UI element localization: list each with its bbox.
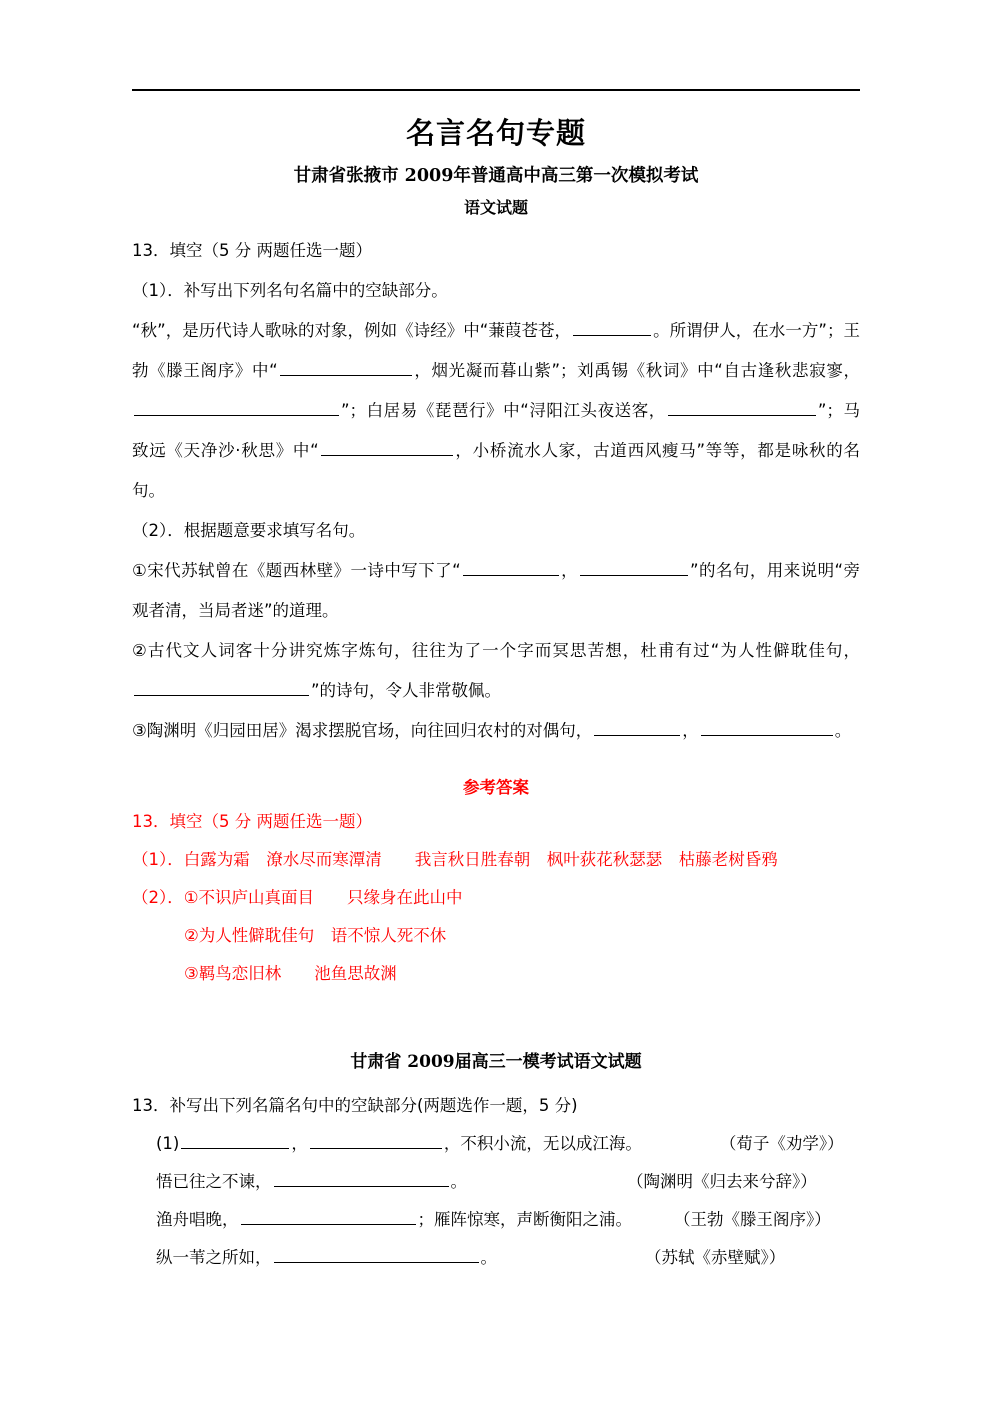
row-citation: （苏轼《赤壁赋》） [645, 1247, 786, 1267]
row-prefix: (1) [156, 1133, 180, 1153]
answer-line-3: ②为人性僻耽佳句 语不惊人死不休 [184, 925, 447, 945]
row-tail: 。 [480, 1247, 497, 1267]
row-prefix: 渔舟唱晚， [156, 1209, 239, 1229]
answer-blank[interactable] [580, 558, 688, 576]
paragraph-autumn-quotes [132, 311, 860, 511]
item-2-dufu [132, 631, 860, 711]
text-frag: ， [682, 720, 699, 740]
exam-subject-heading: 语文试题 [463, 198, 528, 217]
page-title: 名言名句专题 [405, 116, 586, 150]
section2-row [132, 1201, 860, 1239]
text-frag: ，烟光凝而暮山紫”；刘禹锡《秋词》中“自古逢秋悲寂寥， [413, 360, 860, 380]
section2-question-13: 13．补写出下列名篇名句中的空缺部分(两题选作一题，5 分) [132, 1095, 578, 1115]
answer-blank[interactable] [274, 1169, 449, 1187]
row-mid: ， [291, 1133, 308, 1153]
answer-line-1: （1）．白露为霜 潦水尽而寒潭清 我言秋日胜春朝 枫叶荻花秋瑟瑟 枯藤老树昏鸦 [132, 849, 778, 869]
answer-blank[interactable] [668, 398, 816, 416]
answer-blank[interactable] [181, 1131, 289, 1149]
text-frag: ， [560, 560, 579, 580]
text-frag: ②古代文人词客十分讲究炼字炼句，往往为了一个字而冥思苦想，杜甫有过“为人性僻耽佳句， [132, 640, 860, 660]
answer-blank[interactable] [280, 358, 412, 376]
section2-row [132, 1239, 860, 1277]
row-citation: （陶渊明《归去来兮辞》） [627, 1171, 817, 1191]
answer-blank[interactable] [274, 1245, 479, 1263]
answer-key-heading: 参考答案 [463, 777, 529, 797]
row-tail: 。 [450, 1171, 467, 1191]
answer-blank[interactable] [321, 438, 453, 456]
answer-blank[interactable] [241, 1207, 416, 1225]
text-frag: ③陶渊明《归园田居》渴求摆脱官场，向往回归农村的对偶句， [132, 720, 593, 740]
row-tail: ；雁阵惊寒，声断衡阳之浦。 [417, 1209, 632, 1229]
row-tail: ，不积小流，无以成江海。 [443, 1133, 642, 1153]
text-frag: ”；马致远《天净沙·秋思》中“ [132, 400, 860, 460]
item-3-taoyuanming [132, 711, 860, 751]
answer-line-4: ③羁鸟恋旧林 池鱼思故渊 [184, 963, 397, 983]
answer-blank[interactable] [134, 678, 309, 696]
header-rule [132, 89, 860, 91]
answer-blank[interactable] [134, 398, 339, 416]
answer-blank[interactable] [701, 718, 833, 736]
text-frag: ”的诗句，令人非常敬佩。 [311, 680, 502, 700]
answer-blank[interactable] [573, 318, 651, 336]
answer-blank[interactable] [594, 718, 680, 736]
question-13-heading: 13．填空（5 分 两题任选一题） [132, 240, 372, 260]
section2-row [132, 1163, 860, 1201]
text-frag: ，小桥流水人家，古道西风瘦马”等等，都是咏秋的名句。 [132, 440, 860, 500]
answer-blank[interactable] [463, 558, 559, 576]
answer-line-2: （2）．①不识庐山真面目 只缘身在此山中 [132, 887, 463, 907]
row-prefix: 悟已往之不谏， [156, 1171, 272, 1191]
text-frag: 。 [834, 720, 852, 740]
answer-question-number: 13．填空（5 分 两题任选一题） [132, 811, 372, 831]
section2-row [132, 1125, 860, 1163]
subquestion-2-label: （2）．根据题意要求填写名句。 [132, 520, 366, 540]
subquestion-1-label: （1）．补写出下列名句名篇中的空缺部分。 [132, 280, 448, 300]
text-frag: “秋”，是历代诗人歌咏的对象，例如《诗经》中“蒹葭苍苍， [132, 320, 572, 340]
page-content [132, 0, 860, 1277]
text-frag: ”；白居易《琵琶行》中“浔阳江头夜送客， [341, 400, 666, 420]
text-frag: ”的名句，用来说明“旁观者清，当局者迷”的道理。 [132, 560, 860, 620]
row-citation: （王勃《滕王阁序》） [674, 1209, 831, 1229]
section2-heading: 甘肃省 2009届高三一模考试语文试题 [350, 1051, 642, 1072]
answer-blank[interactable] [310, 1131, 442, 1149]
row-prefix: 纵一苇之所如， [156, 1247, 272, 1267]
text-frag: 。所谓伊人，在水一方”；王勃《滕王阁序》中“ [132, 320, 860, 380]
text-frag: ①宋代苏轼曾在《题西林壁》一诗中写下了“ [132, 560, 461, 580]
item-1-sushi [132, 551, 860, 631]
row-citation: （荀子《劝学》） [719, 1133, 844, 1153]
exam-source-heading: 甘肃省张掖市 2009年普通高中高三第一次模拟考试 [293, 166, 699, 187]
